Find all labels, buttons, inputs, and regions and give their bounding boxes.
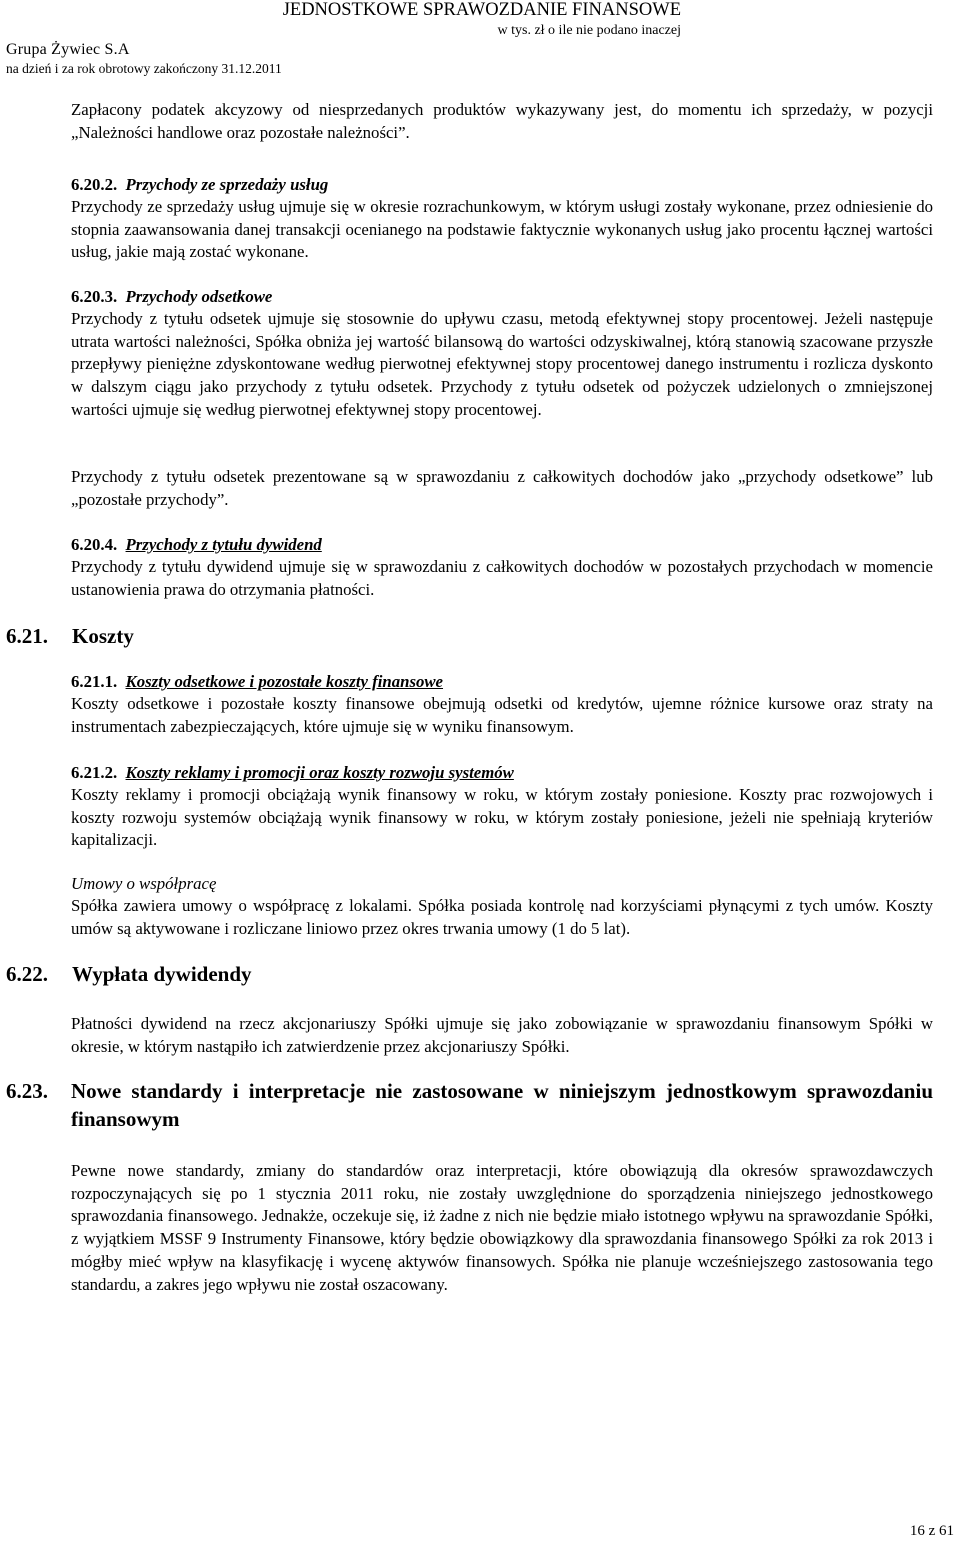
subsection-number: 6.20.4. bbox=[71, 535, 118, 554]
paragraph-cooperation-agreements: Spółka zawiera umowy o współpracę z lokalami. Spółka posiada kontrolę nad korzyściami płynącymi z tych umów. Koszty umów są aktywowane i rozliczane liniowo przez okres trwania umowy (1 do 5 lat). bbox=[71, 896, 933, 938]
header-left bbox=[6, 41, 282, 77]
subsection-heading-6-20-4 bbox=[71, 534, 322, 556]
subsection-number: 6.21.2. bbox=[71, 763, 118, 782]
reporting-period: na dzień i za rok obrotowy zakończony 31.12.2011 bbox=[6, 61, 282, 76]
section-heading-6-23 bbox=[6, 1077, 933, 1133]
header-right bbox=[283, 0, 681, 39]
page-number: 16 z 61 bbox=[909, 1523, 954, 1539]
subsection-title: Przychody odsetkowe bbox=[125, 287, 273, 306]
paragraph-6-21-1: Koszty odsetkowe i pozostałe koszty finansowe obejmują odsetki od kredytów, ujemne różnice kursowe oraz straty na instrumentach zabezpieczających, które ujmuje się w wyniku finansowym. bbox=[71, 694, 933, 736]
section-title: Koszty bbox=[72, 624, 134, 648]
subheading-cooperation-agreements: Umowy o współpracę bbox=[71, 874, 217, 893]
subsection-number: 6.20.3. bbox=[71, 287, 118, 306]
section-number: 6.22. bbox=[6, 962, 48, 986]
section-number: 6.23. bbox=[6, 1079, 48, 1103]
section-heading-6-21 bbox=[6, 623, 134, 649]
paragraph-6-20-3: Przychody z tytułu odsetek ujmuje się stosownie do upływu czasu, metodą efektywnej stopy procentowej. Jeżeli następuje utrata wartości należności, Spółka obniża jej wartość bilansową do wartości odzyskiwalnej, którą stanowią szacowane przyszłe przepływy pieniężne zdyskontowane według pierwotnej efektywnej stopy procentowej danego instrumentu i rozlicza dyskonto w dalszym ciągu jako przychody z tytułu odsetek. Przychody z tytułu odsetek od pożyczek udzielonych o zmniejszonej wartości ujmuje się według pierwotnej efektywnej stopy procentowej. bbox=[71, 309, 933, 419]
subsection-title: Przychody z tytułu dywidend bbox=[125, 535, 322, 554]
paragraph-6-21-2: Koszty reklamy i promocji obciążają wynik finansowy w roku, w którym zostały poniesione. Koszty prac rozwojowych i koszty rozwoju systemów obciążają wynik finansowy w roku, w którym zostały poniesione, jeżeli nie spełniają kryteriów kapitalizacji. bbox=[71, 785, 933, 850]
subsection-heading-6-20-3 bbox=[71, 286, 272, 308]
subsection-number: 6.21.1. bbox=[71, 672, 118, 691]
subsection-title: Koszty odsetkowe i pozostałe koszty finansowe bbox=[125, 672, 444, 691]
paragraph-6-20-3-presentation: Przychody z tytułu odsetek prezentowane są w sprawozdaniu z całkowitych dochodów jako „przychody odsetkowe” lub „pozostałe przychody”. bbox=[71, 467, 933, 509]
subsection-heading-6-21-1 bbox=[71, 671, 443, 693]
subsection-title: Koszty reklamy i promocji oraz koszty rozwoju systemów bbox=[125, 763, 514, 782]
company-name: Grupa Żywiec S.A bbox=[6, 41, 130, 58]
paragraph-6-23: Pewne nowe standardy, zmiany do standardów oraz interpretacji, które obowiązują dla okresów sprawozdawczych rozpoczynających się po 1 stycznia 2011 roku, nie zostały uwzględnione do sporządzenia niniejszego jednostkowego sprawozdania finansowego. Jednakże, oczekuje się, iż żadne z nich nie będzie miało istotnego wpływu na sprawozdanie Spółki, z wyjątkiem MSSF 9 Instrumenty Finansowe, który będzie obowiązkowy dla sprawozdania finansowego Spółki za rok 2013 i mógłby mieć wpływ na klasyfikację i wycenę aktywów finansowych. Spółka nie planuje wcześniejszego zastosowania tego standardu, a zakres jego wpływu nie został oszacowany. bbox=[71, 1161, 933, 1294]
subsection-heading-6-20-2 bbox=[71, 174, 328, 196]
subsection-title: Przychody ze sprzedaży usług bbox=[125, 175, 329, 194]
units-note: w tys. zł o ile nie podano inaczej bbox=[497, 23, 681, 38]
paragraph-6-20-2: Przychody ze sprzedaży usług ujmuje się w okresie rozrachunkowym, w którym usługi zostały wykonane, przez odniesienie do stopnia zaawansowania danej transakcji ocenianego na podstawie faktycznie wykonanych usług jako procentu łącznej wartości usług, jakie mają zostać wykonane. bbox=[71, 197, 933, 262]
section-title: Nowe standardy i interpretacje nie zastosowane w niniejszym jednostkowym sprawozdaniu finansowym bbox=[71, 1079, 933, 1131]
subsection-heading-6-21-2 bbox=[71, 762, 514, 784]
paragraph-6-20-4: Przychody z tytułu dywidend ujmuje się w sprawozdaniu z całkowitych dochodów w pozostałych przychodach w momencie ustanowienia prawa do otrzymania płatności. bbox=[71, 557, 933, 599]
paragraph-6-22: Płatności dywidend na rzecz akcjonariuszy Spółki ujmuje się jako zobowiązanie w sprawozdaniu finansowym Spółki w okresie, w którym nastąpiło ich zatwierdzenie przez akcjonariuszy Spółki. bbox=[71, 1014, 933, 1056]
intro-paragraph: Zapłacony podatek akcyzowy od niesprzedanych produktów wykazywany jest, do momentu ich sprzedaży, w pozycji „Należności handlowe oraz pozostałe należności”. bbox=[71, 100, 933, 142]
section-heading-6-22 bbox=[6, 961, 252, 987]
document-title: JEDNOSTKOWE SPRAWOZDANIE FINANSOWE bbox=[282, 0, 681, 20]
section-number: 6.21. bbox=[6, 624, 48, 648]
section-title: Wypłata dywidendy bbox=[72, 962, 252, 986]
subsection-number: 6.20.2. bbox=[71, 175, 118, 194]
